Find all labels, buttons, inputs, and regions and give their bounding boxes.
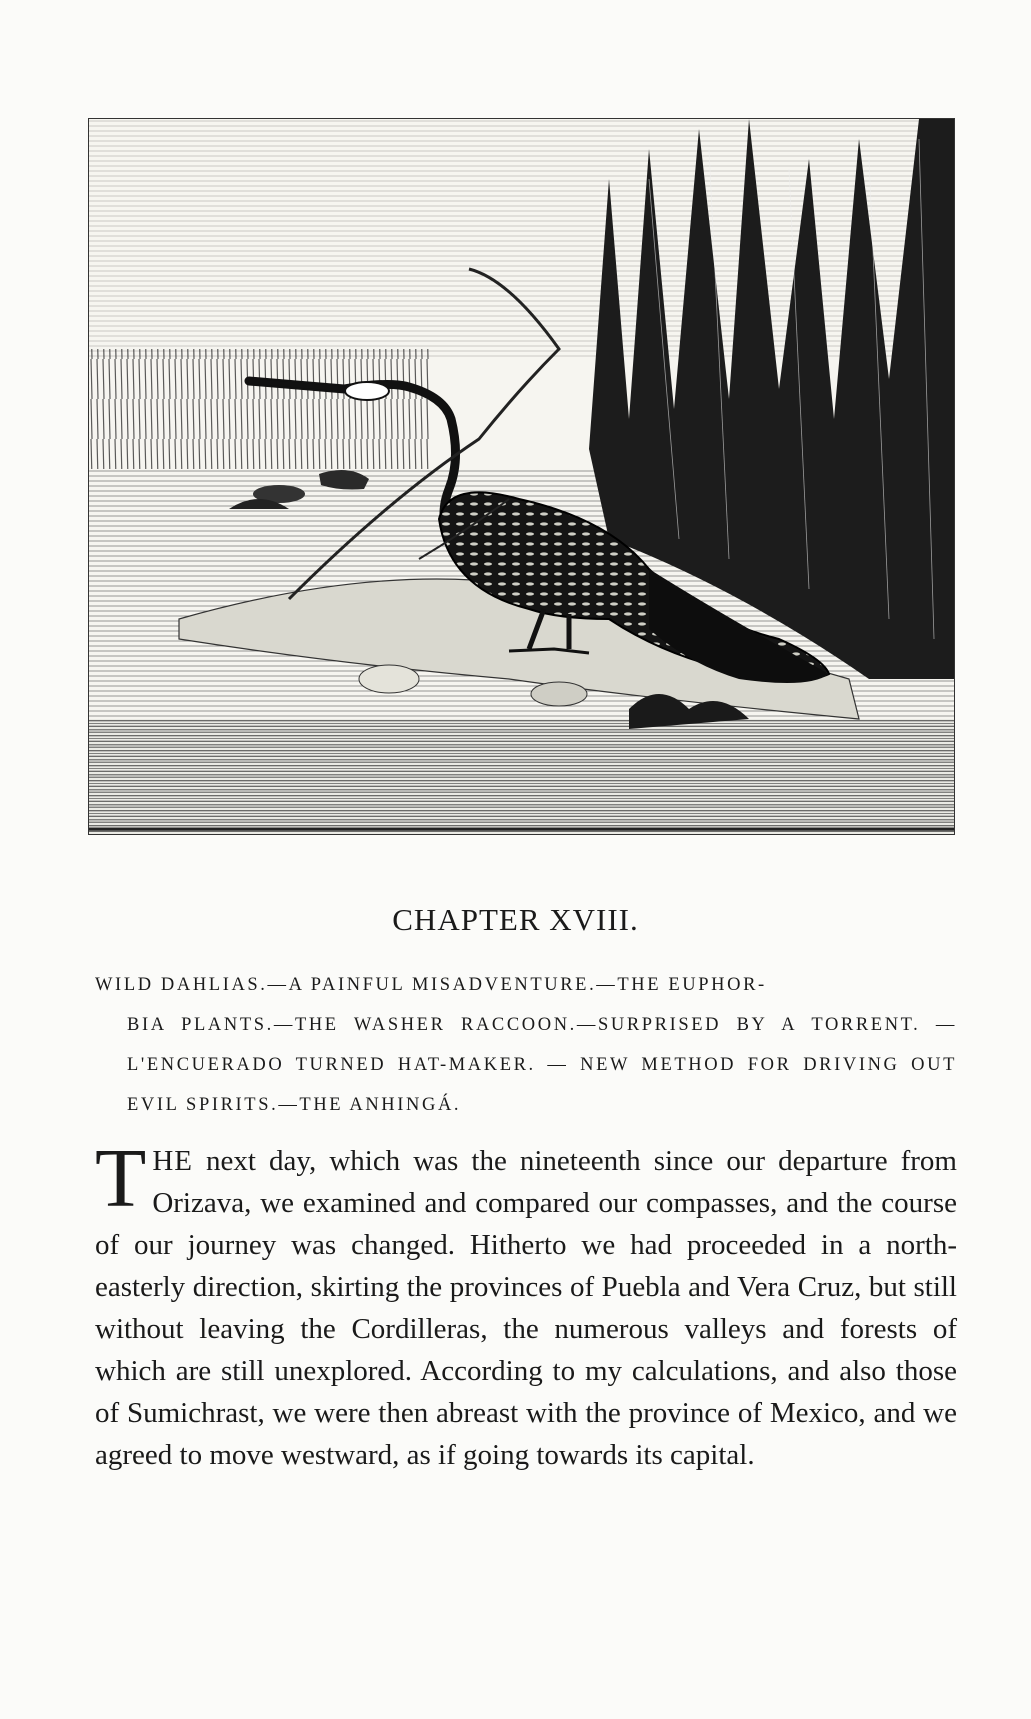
drop-cap: T <box>95 1132 147 1225</box>
chapter-illustration <box>88 118 955 835</box>
anhinga-engraving <box>89 119 954 834</box>
summary-first-line: WILD DAHLIAS.—A PAINFUL MISADVENTURE.—THE EUPHOR- <box>95 975 767 995</box>
lead-word: HE <box>152 1145 193 1177</box>
chapter-title: CHAPTER XVIII. <box>392 902 639 937</box>
chapter-summary <box>95 965 957 1125</box>
body-paragraph <box>95 1132 957 1476</box>
summary-continuation: BIA PLANTS.—THE WASHER RACCOON.—SURPRISED BY A TORRENT. — L'ENCUERADO TURNED HAT-MAKER. — NEW METHOD FOR DRIVING OUT EVIL SPIRITS.—THE ANHINGÁ. <box>127 1015 957 1115</box>
paragraph-text: next day, which was the nineteenth since our departure from Orizava, we examined and compared our compasses, and the course of our journey was changed. Hitherto we had proceeded in a north-easterly direction, skirting the provinces of Puebla and Vera Cruz, but still without leaving the Cordilleras, the numerous valleys and forests of which are still unexplored. According to my calculations, and also those of Sumichrast, we were then abreast with the province of Mexico, and we agreed to move westward, as if going towards its capital. <box>95 1145 957 1471</box>
